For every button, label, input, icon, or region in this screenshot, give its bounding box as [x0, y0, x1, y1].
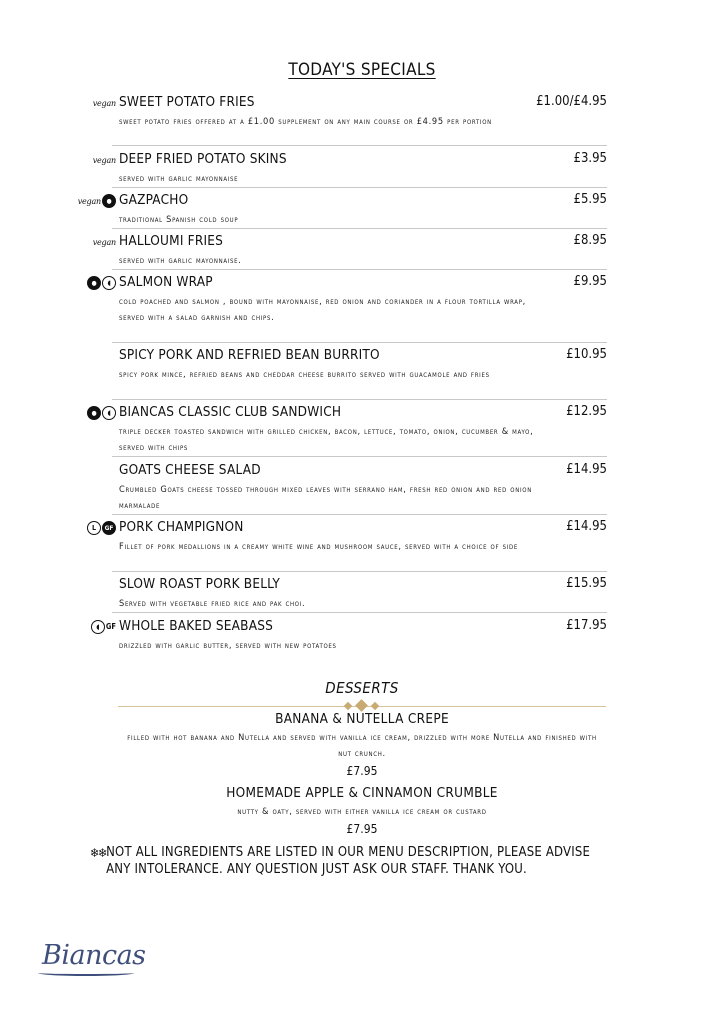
biancas-logo: [42, 940, 146, 971]
item-name: SWEET POTATO FRIES: [119, 94, 255, 110]
item-name: GOATS CHEESE SALAD: [119, 462, 261, 478]
item-description: traditional Spanish cold soup: [119, 214, 239, 225]
dietary-icons: [91, 619, 116, 635]
divider: [112, 612, 607, 613]
item-name: DEEP FRIED POTATO SKINS: [119, 151, 287, 167]
divider: [112, 456, 607, 457]
divider-ornament: [355, 699, 368, 712]
item-name: SLOW ROAST PORK BELLY: [119, 576, 280, 592]
dietary-icons: [87, 275, 116, 291]
item-description: Crumbled Goats cheese tossed through mixed leaves with serrano ham, fresh red onion and red onion marmalade: [119, 484, 532, 511]
divider: [112, 342, 607, 343]
item-name: SPICY PORK AND REFRIED BEAN BURRITO: [119, 347, 380, 363]
page-title: TODAY'S SPECIALS: [288, 60, 436, 80]
divider: [112, 514, 607, 515]
item-name: HALLOUMI FRIES: [119, 233, 224, 249]
item-description: served with garlic mayonnaise.: [119, 255, 242, 266]
item-price: £14.95: [566, 519, 607, 534]
vegan-icon: vegan: [92, 98, 116, 108]
dietary-icons: [93, 234, 116, 250]
notice-text: NOT ALL INGREDIENTS ARE LISTED IN OUR MENU DESCRIPTION, PLEASE ADVISE ANY INTOLERANCE. ANY QUESTION JUST ASK OUR STAFF. THANK YOU.: [106, 845, 591, 877]
dietary-icons: [87, 405, 116, 421]
dessert-price: £7.95: [346, 822, 378, 836]
item-price: £5.95: [573, 192, 607, 207]
item-description: triple decker toasted sandwich with grilled chicken, bacon, lettuce, tomato, onion, cucumber & mayo, served with chips: [119, 426, 534, 453]
item-price: £9.95: [573, 274, 607, 289]
dessert-name: BANANA & NUTELLA CREPE: [275, 711, 449, 727]
item-description: served with garlic mayonnaise: [119, 173, 239, 184]
item-price: £15.95: [566, 576, 607, 591]
item-price: £1.00/£4.95: [536, 94, 607, 109]
logo-text: Biancas: [42, 940, 146, 971]
item-name: SALMON WRAP: [119, 274, 213, 290]
item-name: PORK CHAMPIGNON: [119, 519, 244, 535]
dietary-icons: [78, 193, 116, 209]
vegan-icon: vegan: [77, 196, 101, 206]
item-price: £8.95: [573, 233, 607, 248]
dietary-icons: [87, 520, 116, 536]
dairy-free-icon: ◖: [102, 406, 116, 420]
dairy-free-icon: ◖: [91, 620, 105, 634]
dessert-item: [0, 711, 724, 778]
allergy-notice: [90, 845, 610, 878]
item-name: GAZPACHO: [119, 192, 189, 208]
divider-ornament: [344, 702, 352, 710]
gluten-free-icon: GF: [105, 622, 116, 632]
gluten-free-icon: ●: [102, 194, 116, 208]
dessert-description: nutty & oaty, served with either vanilla ice cream or custard: [237, 806, 487, 817]
item-description: cold poached and salmon , bound with mayonnaise, red onion and coriander in a flour tortilla wrap, served with a salad garnish and chips.: [119, 296, 526, 323]
dietary-icons: [93, 152, 116, 168]
desserts-heading: DESSERTS: [325, 679, 399, 697]
dairy-free-icon: ◖: [102, 276, 116, 290]
dessert-item: [0, 785, 724, 836]
divider: [112, 187, 607, 188]
gluten-free-icon: ●: [87, 276, 101, 290]
logo-swash: [38, 970, 134, 976]
item-name: BIANCAS CLASSIC CLUB SANDWICH: [119, 404, 342, 420]
divider: [112, 269, 607, 270]
item-price: £17.95: [566, 618, 607, 633]
item-description: drizzled with garlic butter, served with new potatoes: [119, 640, 337, 651]
item-price: £10.95: [566, 347, 607, 362]
dessert-name: HOMEMADE APPLE & CINNAMON CRUMBLE: [226, 785, 498, 801]
dietary-icons: [93, 95, 116, 111]
gluten-free-icon: ●: [87, 406, 101, 420]
gluten-free-icon: GF: [102, 521, 116, 535]
item-description: sweet potato fries offered at a £1.00 supplement on any main course or £4.95 per portion: [119, 116, 492, 127]
divider-ornament: [371, 702, 379, 710]
divider: [112, 228, 607, 229]
dessert-price: £7.95: [346, 764, 378, 778]
item-price: £14.95: [566, 462, 607, 477]
dessert-description: filled with hot banana and Nutella and served with vanilla ice cream, drizzled with more Nutella and finished with nut crunch.: [127, 732, 597, 759]
snowflake-icon: ❄❄: [90, 846, 107, 860]
item-description: spicy pork mince, refried beans and cheddar cheese burrito served with guacamole and fries: [119, 369, 490, 380]
item-description: Served with vegetable fried rice and pak choi.: [119, 598, 306, 609]
vegan-icon: vegan: [92, 237, 116, 247]
lactose-free-icon: L: [87, 521, 101, 535]
item-description: Fillet of pork medallions in a creamy white wine and mushroom sauce, served with a choice of side: [119, 541, 518, 552]
vegan-icon: vegan: [92, 155, 116, 165]
divider: [112, 571, 607, 572]
item-name: WHOLE BAKED SEABASS: [119, 618, 274, 634]
item-price: £12.95: [566, 404, 607, 419]
item-price: £3.95: [573, 151, 607, 166]
divider: [112, 399, 607, 400]
divider: [112, 145, 607, 146]
